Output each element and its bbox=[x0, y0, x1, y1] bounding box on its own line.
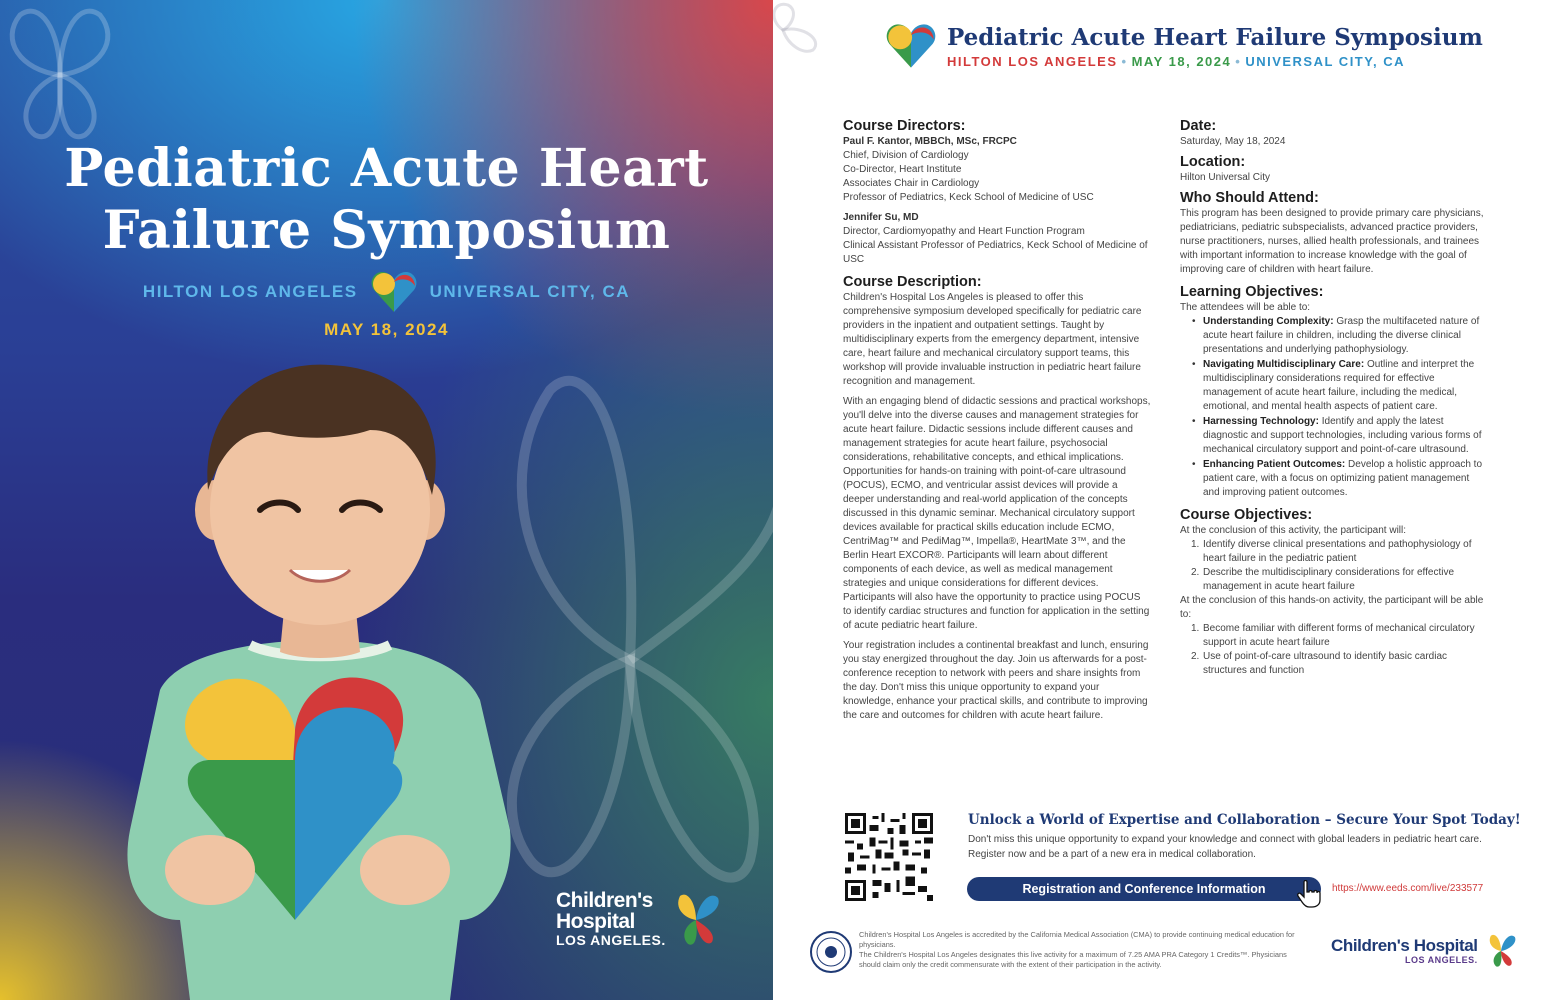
separator: • bbox=[1235, 53, 1242, 69]
cma-seal-icon bbox=[809, 930, 853, 974]
cta-title: Unlock a World of Expertise and Collaboration – Secure Your Spot Today! bbox=[968, 812, 1521, 828]
list-item bbox=[1192, 358, 1488, 414]
date-heading: Date: bbox=[1180, 118, 1217, 134]
logo-city: LOS ANGELES. bbox=[1404, 954, 1478, 965]
registration-button[interactable]: Registration and Conference Information bbox=[967, 877, 1321, 901]
director-1-title: Professor of Pediatrics, Keck School of Medicine of USC bbox=[843, 192, 1094, 203]
butterfly-logo-icon bbox=[1482, 932, 1520, 970]
objective-text: Use of point-of-care ultrasound to identify basic cardiac structures and function bbox=[1203, 651, 1448, 676]
chla-logo bbox=[1331, 932, 1520, 970]
description-paragraph: With an engaging blend of didactic sessions and practical workshops, you'll delve into the diverse causes and management strategies for acute heart failure. Didactic sessions include different causes and management strategies for acute heart failure, psychosocial considerations, rehabilitative concepts, and ethical implications. Opportunities for hands-on training with point-of-care ultrasound (POCUS), ECMO, and ventricular assist devices will provide a deeper understanding and real-world application of the concepts discussed in this dynamic seminar. Mechanical circulatory support devices available for practical skills education include ECMO, CentriMag™ and PediMag™, Impella®, HeartMate 3™, and the Berlin Heart EXCOR®. Participants will learn about different components of each device, as well as medical management strategies and unique considerations for different devices. Participants will also have the opportunity to practice using POCUS to identify cardiac structures and function for application in the setting of acute pediatric heart failure. bbox=[843, 396, 1151, 631]
course-objectives-intro: At the conclusion of this hands-on activity, the participant will be able to: bbox=[1180, 595, 1484, 620]
logo-line-3: LOS ANGELES. bbox=[556, 932, 666, 948]
logo-name: Children's Hospital bbox=[1331, 935, 1478, 955]
header-city: UNIVERSAL CITY, CA bbox=[1245, 53, 1405, 69]
cta-text: Don't miss this unique opportunity to expand your knowledge and connect with global leaders in pediatric heart care. Register now and be a part of a new era in medical collaboration. bbox=[968, 834, 1482, 860]
list-item bbox=[1192, 315, 1488, 357]
butterfly-outline-icon bbox=[0, 0, 130, 150]
description-paragraph: Children's Hospital Los Angeles is pleased to offer this comprehensive symposium developed specifically for pediatric care providers in the inpatient and outpatient settings. Taught by multidisciplinary experts from the emergency department, intensive care, heart failure and mechanical circulatory support teams, this workshop will provide invaluable instruction in pediatric heart failure recognition and management. bbox=[843, 292, 1142, 387]
list-item: 1. Become familiar with different forms of mechanical circulatory support in acute heart failure bbox=[1191, 623, 1475, 648]
course-objectives-list bbox=[1191, 538, 1488, 594]
info-panel bbox=[773, 0, 1549, 1000]
objective-text: Grasp the multifaceted nature of acute heart failure in children, including the diverse clinical presentations and underlying pathophysiology. bbox=[1203, 316, 1480, 355]
logo-line-2: Hospital bbox=[556, 910, 635, 933]
child-holding-heart-photo bbox=[120, 360, 520, 1000]
course-objectives-heading: Course Objectives: bbox=[1180, 507, 1313, 523]
separator: • bbox=[1121, 53, 1128, 69]
cover-venue: HILTON LOS ANGELES bbox=[142, 282, 358, 301]
butterfly-logo-icon bbox=[666, 890, 726, 950]
page-title: Pediatric Acute Heart Failure Symposium bbox=[947, 23, 1483, 51]
objective-term: Harnessing Technology: bbox=[1203, 416, 1319, 427]
header bbox=[885, 22, 1483, 70]
left-column bbox=[843, 113, 1151, 729]
hand-cursor-icon bbox=[1297, 880, 1321, 908]
list-item: 1. Identify diverse clinical presentations and pathophysiology of heart failure in the pediatric patient bbox=[1191, 539, 1472, 564]
director-2-name: Jennifer Su, MD bbox=[843, 212, 919, 223]
objective-text: Describe the multidisciplinary considerations for effective management in acute heart failure bbox=[1203, 567, 1455, 592]
cover-panel bbox=[0, 0, 773, 1000]
objective-text: Outline and interpret the multidisciplinary considerations required for effective management of acute heart failure, including the medical, emotional, and mental health aspects of patient care. bbox=[1203, 359, 1475, 412]
location-heading: Location: bbox=[1180, 154, 1246, 170]
objective-text: Identify diverse clinical presentations and pathophysiology of heart failure in the pediatric patient bbox=[1203, 539, 1472, 564]
director-1-title: Co-Director, Heart Institute bbox=[843, 164, 962, 175]
objective-term: Understanding Complexity: bbox=[1203, 316, 1334, 327]
cover-city: UNIVERSAL CITY, CA bbox=[429, 282, 631, 301]
header-venue: HILTON LOS ANGELES bbox=[947, 53, 1118, 69]
learning-intro: The attendees will be able to: bbox=[1180, 302, 1311, 313]
cover-title: Pediatric Acute Heart Failure Symposium bbox=[64, 138, 709, 261]
heart-logo-icon bbox=[370, 270, 418, 314]
directors-heading: Course Directors: bbox=[843, 118, 966, 134]
description-paragraph: Your registration includes a continental breakfast and lunch, ensuring you stay energized throughout the day. Join us afterwards for a post-conference reception to network with peers and share insights from the day. Don't miss this unique opportunity to expand your knowledge, enhance your practical skills, and contribute to improving the care and outcomes for children with acute heart failure. bbox=[843, 640, 1149, 721]
director-1-title: Associates Chair in Cardiology bbox=[843, 178, 980, 189]
right-column bbox=[1180, 113, 1488, 678]
objective-text: Become familiar with different forms of mechanical circulatory support in acute heart failure bbox=[1203, 623, 1475, 648]
accreditation-statement bbox=[859, 930, 1309, 970]
list-item bbox=[1192, 415, 1488, 457]
learning-list bbox=[1192, 315, 1488, 500]
learning-heading: Learning Objectives: bbox=[1180, 284, 1324, 300]
header-date: MAY 18, 2024 bbox=[1131, 53, 1232, 69]
director-1-title: Chief, Division of Cardiology bbox=[843, 150, 969, 161]
cover-venue-line bbox=[0, 270, 773, 314]
heart-logo-icon bbox=[885, 22, 937, 70]
attend-text: This program has been designed to provide primary care physicians, pediatricians, pediatric subspecialists, advanced practice providers, nurse practitioners, nurses, allied health professionals, and trainees with important information to increase knowledge with the goal of improving care of children with heart failure. bbox=[1180, 208, 1484, 275]
date-value: Saturday, May 18, 2024 bbox=[1180, 136, 1286, 147]
chla-logo bbox=[556, 890, 666, 948]
director-2-title: Director, Cardiomyopathy and Heart Function Program bbox=[843, 226, 1085, 237]
logo-line-1: Children's bbox=[556, 889, 653, 912]
objective-term: Navigating Multidisciplinary Care: bbox=[1203, 359, 1365, 370]
butterfly-outline-icon bbox=[773, 0, 833, 55]
director-2-title: Clinical Assistant Professor of Pediatrics, Keck School of Medicine of USC bbox=[843, 240, 1148, 265]
objective-text: Develop a holistic approach to patient care, with a focus on optimizing patient management and improving patient outcomes. bbox=[1203, 459, 1483, 498]
cover-date: MAY 18, 2024 bbox=[324, 320, 449, 339]
list-item bbox=[1192, 458, 1488, 500]
attend-heading: Who Should Attend: bbox=[1180, 190, 1319, 206]
header-subtitle bbox=[947, 54, 1483, 69]
list-item: 2. Describe the multidisciplinary considerations for effective management in acute heart failure bbox=[1191, 567, 1455, 592]
list-item: 2. Use of point-of-care ultrasound to identify basic cardiac structures and function bbox=[1191, 651, 1448, 676]
course-objectives-list bbox=[1191, 622, 1488, 678]
registration-link[interactable]: https://www.eeds.com/live/233577 bbox=[1332, 883, 1484, 894]
accreditation-line: Children's Hospital Los Angeles is accredited by the California Medical Association (CMA) to provide continuing medical education for physicians. bbox=[859, 930, 1295, 949]
accreditation-line: The Children's Hospital Los Angeles designates this live activity for a maximum of 7.25 AMA PRA Category 1 Credits™. Physicians should claim only the credit commensurate with the extent of their participation in the activity. bbox=[859, 950, 1287, 969]
director-1-name: Paul F. Kantor, MBBCh, MSc, FRCPC bbox=[843, 136, 1017, 147]
course-objectives-intro: At the conclusion of this activity, the participant will: bbox=[1180, 525, 1407, 536]
qr-code[interactable] bbox=[845, 813, 933, 901]
description-heading: Course Description: bbox=[843, 274, 982, 290]
location-value: Hilton Universal City bbox=[1180, 172, 1271, 183]
objective-term: Enhancing Patient Outcomes: bbox=[1203, 459, 1346, 470]
objective-text: Identify and apply the latest diagnostic and support technologies, including various forms of mechanical circulatory support and point-of-care ultrasound. bbox=[1203, 416, 1482, 455]
